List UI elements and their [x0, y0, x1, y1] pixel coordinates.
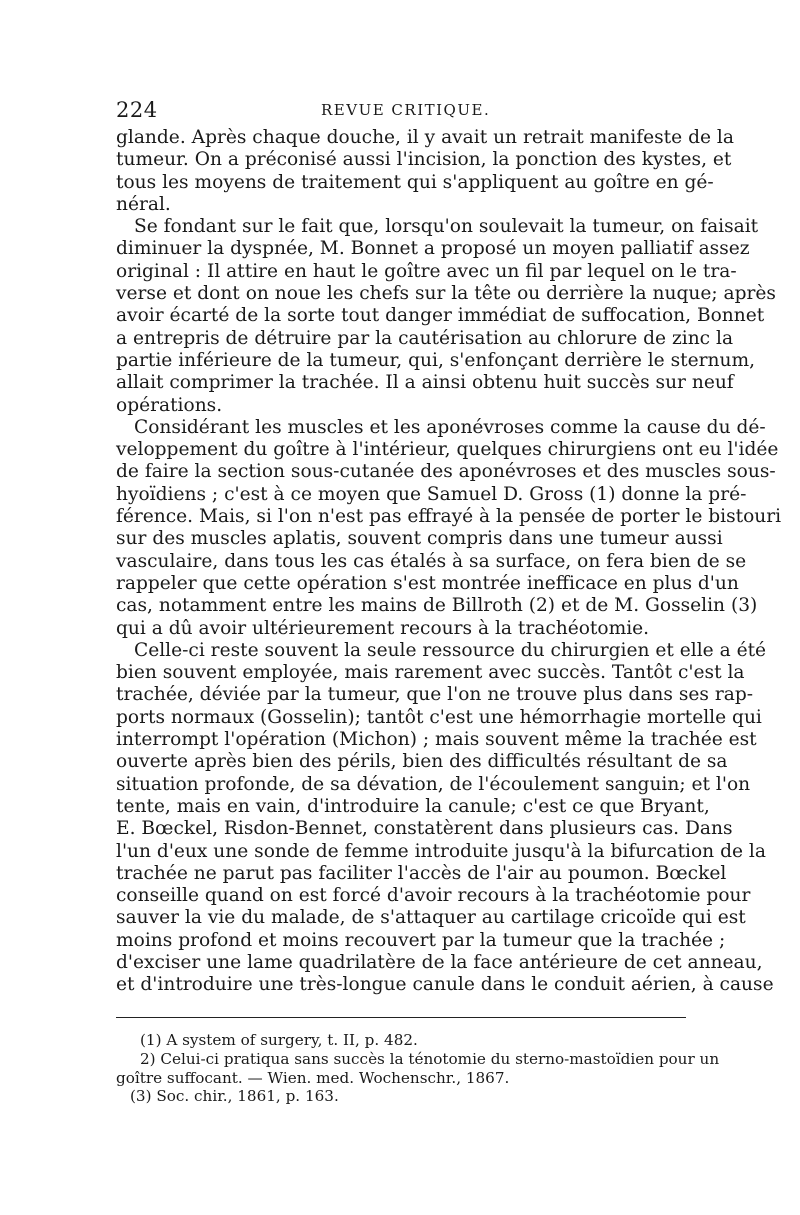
- footnote-divider: [116, 1017, 686, 1018]
- text-line: sauver la vie du malade, de s'attaquer au cartilage cricoïde qui est: [116, 907, 746, 929]
- text-line: d'exciser une lame quadrilatère de la face antérieure de cet anneau,: [116, 951, 763, 973]
- text-line: tente, mais en vain, d'introduire la canule; c'est ce que Bryant,: [116, 795, 710, 817]
- text-line: hyoïdiens ; c'est à ce moyen que Samuel D. Gross (1) donne la pré-: [116, 483, 747, 505]
- text-line: Celle-ci reste souvent la seule ressource du chirurgien et elle a été: [134, 639, 767, 661]
- text-line: trachée ne parut pas faciliter l'accès de l'air au poumon. Bœckel: [116, 862, 727, 884]
- footnotes: [116, 1031, 720, 1106]
- text-line: verse et dont on noue les chefs sur la tête ou derrière la nuque; après: [116, 283, 776, 305]
- text-line: Considérant les muscles et les aponévroses comme la cause du dé-: [134, 416, 766, 438]
- running-title: REVUE CRITIQUE.: [321, 101, 491, 119]
- text-line: bien souvent employée, mais rarement avec succès. Tantôt c'est la: [116, 662, 745, 684]
- text-line: néral.: [116, 193, 171, 215]
- text-line: situation profonde, de sa dévation, de l'écoulement sanguin; et l'on: [116, 773, 751, 795]
- body-text: [116, 127, 782, 997]
- footnote-2: 2) Celui-ci pratiqua sans succès la ténotomie du sterno-mastoïdien pour un: [140, 1049, 720, 1068]
- text-line: ports normaux (Gosselin); tantôt c'est une hémorrhagie mortelle qui: [116, 706, 762, 728]
- text-line: opérations.: [116, 394, 223, 416]
- text-line: et d'introduire une très-longue canule dans le conduit aérien, à cause: [116, 974, 774, 996]
- text-line: interrompt l'opération (Michon) ; mais souvent même la trachée est: [116, 729, 757, 751]
- text-line: allait comprimer la trachée. Il a ainsi obtenu huit succès sur neuf: [116, 372, 734, 394]
- text-line: rappeler que cette opération s'est montrée inefficace en plus d'un: [116, 572, 739, 594]
- footnote-2-continued: goître suffocant. — Wien. med. Wochenschr., 1867.: [116, 1068, 510, 1087]
- page-header: [116, 98, 686, 126]
- text-line: conseille quand on est forcé d'avoir recours à la trachéotomie pour: [116, 885, 751, 907]
- footnote-1: (1) A system of surgery, t. II, p. 482.: [140, 1031, 418, 1049]
- text-line: de faire la section sous-cutanée des aponévroses et des muscles sous-: [116, 461, 776, 483]
- text-line: qui a dû avoir ultérieurement recours à la trachéotomie.: [116, 617, 650, 639]
- footnote-3: (3) Soc. chir., 1861, p. 163.: [130, 1087, 339, 1106]
- text-line: moins profond et moins recouvert par la tumeur que la trachée ;: [116, 929, 726, 951]
- text-line: partie inférieure de la tumeur, qui, s'enfonçant derrière le sternum,: [116, 349, 755, 371]
- text-line: E. Bœckel, Risdon-Bennet, constatèrent dans plusieurs cas. Dans: [116, 818, 733, 840]
- text-line: veloppement du goître à l'intérieur, quelques chirurgiens ont eu l'idée: [116, 439, 779, 461]
- text-line: l'un d'eux une sonde de femme introduite jusqu'à la bifurcation de la: [116, 840, 766, 862]
- text-line: diminuer la dyspnée, M. Bonnet a proposé un moyen palliatif assez: [116, 238, 750, 260]
- page-number: 224: [116, 98, 158, 122]
- text-line: glande. Après chaque douche, il y avait un retrait manifeste de la: [116, 127, 734, 148]
- text-line: sur des muscles aplatis, souvent compris dans une tumeur aussi: [116, 528, 723, 550]
- text-line: trachée, déviée par la tumeur, que l'on ne trouve plus dans ses rap-: [116, 684, 754, 706]
- text-line: férence. Mais, si l'on n'est pas effrayé à la pensée de porter le bistouri: [116, 506, 782, 528]
- text-line: original : Il attire en haut le goître avec un fil par lequel on le tra-: [116, 260, 737, 282]
- text-line: cas, notamment entre les mains de Billroth (2) et de M. Gosselin (3): [116, 595, 758, 617]
- text-line: vasculaire, dans tous les cas étalés à sa surface, on fera bien de se: [116, 550, 747, 572]
- text-line: a entrepris de détruire par la cautérisation au chlorure de zinc la: [116, 327, 734, 349]
- text-line: ouverte après bien des périls, bien des difficultés résultant de sa: [116, 751, 728, 773]
- text-line: Se fondant sur le fait que, lorsqu'on soulevait la tumeur, on faisait: [134, 216, 759, 238]
- text-line: tous les moyens de traitement qui s'appliquent au goître en gé-: [116, 171, 714, 193]
- text-line: tumeur. On a préconisé aussi l'incision, la ponction des kystes, et: [116, 149, 732, 171]
- text-line: avoir écarté de la sorte tout danger immédiat de suffocation, Bonnet: [116, 305, 765, 327]
